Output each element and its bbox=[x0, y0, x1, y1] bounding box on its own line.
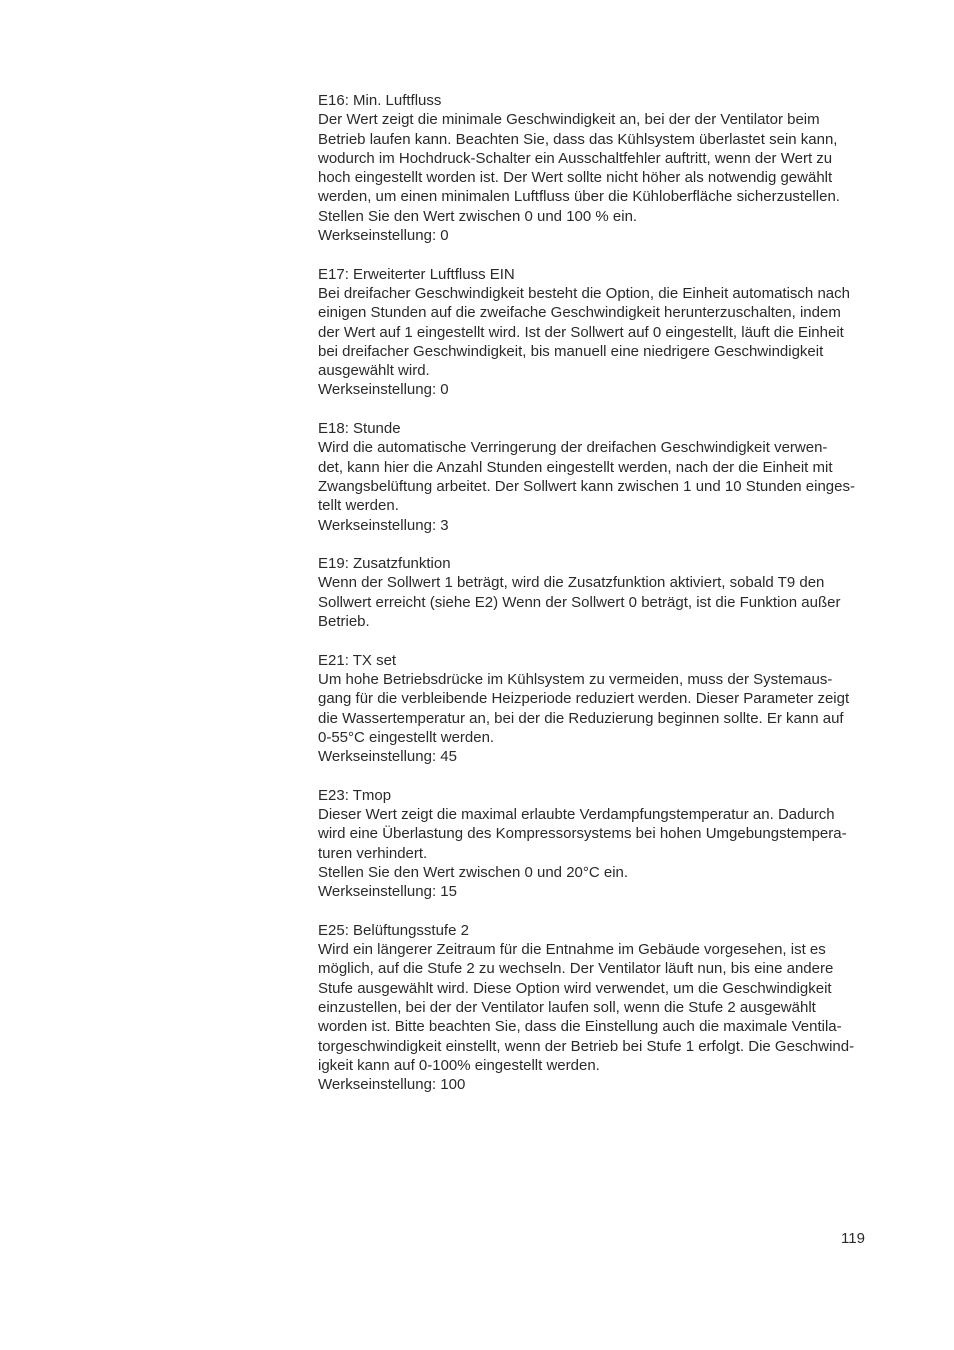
body-line: worden ist. Bitte beachten Sie, dass die Einstellung auch die maximale Ventila- bbox=[318, 1018, 842, 1036]
section-title: E16: Min. Luftfluss bbox=[318, 92, 442, 109]
section-title: E23: Tmop bbox=[318, 786, 392, 804]
body-line: hoch eingestellt worden ist. Der Wert sollte nicht höher als notwendig gewählt bbox=[318, 169, 833, 187]
section-e18 bbox=[318, 419, 898, 535]
factory-setting: Werkseinstellung: 45 bbox=[318, 748, 457, 766]
section-title: E19: Zusatzfunktion bbox=[318, 555, 451, 573]
body-line: wodurch im Hochdruck-Schalter ein Ausschaltfehler auftritt, wenn der Wert zu bbox=[318, 149, 833, 167]
section-title: E17: Erweiterter Luftfluss EIN bbox=[318, 265, 515, 283]
body-line: torgeschwindigkeit einstellt, wenn der Betrieb bei Stufe 1 erfolgt. Die Geschwind- bbox=[318, 1037, 855, 1055]
section-e19 bbox=[318, 554, 898, 631]
body-line: Um hohe Betriebsdrücke im Kühlsystem zu vermeiden, muss der Systemaus- bbox=[318, 670, 833, 688]
body-line: 0-55°C eingestellt werden. bbox=[318, 728, 495, 746]
section-title: E18: Stunde bbox=[318, 420, 401, 438]
body-line: möglich, auf die Stufe 2 zu wechseln. Der Ventilator läuft nun, bis eine andere bbox=[318, 960, 834, 978]
body-line: bei dreifacher Geschwindigkeit, bis manuell eine niedrigere Geschwindigkeit bbox=[318, 342, 824, 360]
section-title: E21: TX set bbox=[318, 651, 397, 669]
body-line: Dieser Wert zeigt die maximal erlaubte Verdampfungstemperatur an. Dadurch bbox=[318, 805, 835, 823]
body-line: Stellen Sie den Wert zwischen 0 und 100 % ein. bbox=[318, 207, 638, 225]
body-line: der Wert auf 1 eingestellt wird. Ist der Sollwert auf 0 eingestellt, läuft die Einheit bbox=[318, 323, 844, 341]
body-line: igkeit kann auf 0-100% eingestellt werden. bbox=[318, 1056, 600, 1074]
body-line: Der Wert zeigt die minimale Geschwindigkeit an, bei der der Ventilator beim bbox=[318, 111, 820, 129]
section-e16 bbox=[318, 91, 898, 245]
body-line: Stufe ausgewählt wird. Diese Option wird verwendet, um die Geschwindigkeit bbox=[318, 979, 832, 997]
body-line: Bei dreifacher Geschwindigkeit besteht die Option, die Einheit automatisch nach bbox=[318, 284, 850, 302]
body-line: Stellen Sie den Wert zwischen 0 und 20°C ein. bbox=[318, 863, 629, 881]
document-body bbox=[318, 91, 898, 1114]
factory-setting: Werkseinstellung: 0 bbox=[318, 227, 449, 245]
section-e23 bbox=[318, 786, 898, 902]
body-line: Wird die automatische Verringerung der dreifachen Geschwindigkeit verwen- bbox=[318, 439, 828, 457]
body-line: det, kann hier die Anzahl Stunden eingestellt werden, nach der die Einheit mit bbox=[318, 458, 833, 476]
body-line: Sollwert erreicht (siehe E2) Wenn der Sollwert 0 beträgt, ist die Funktion außer bbox=[318, 593, 841, 611]
body-line: Zwangsbelüftung arbeitet. Der Sollwert kann zwischen 1 und 10 Stunden einges- bbox=[318, 477, 855, 495]
body-line: Betrieb. bbox=[318, 613, 370, 631]
factory-setting: Werkseinstellung: 15 bbox=[318, 883, 457, 901]
body-line: Betrieb laufen kann. Beachten Sie, dass das Kühlsystem überlastet sein kann, bbox=[318, 130, 838, 148]
body-line: turen verhindert. bbox=[318, 844, 428, 862]
factory-setting: Werkseinstellung: 3 bbox=[318, 516, 449, 534]
body-line: ausgewählt wird. bbox=[318, 362, 430, 380]
body-line: tellt werden. bbox=[318, 497, 399, 515]
section-title: E25: Belüftungsstufe 2 bbox=[318, 921, 469, 939]
body-line: einzustellen, bei der der Ventilator laufen soll, wenn die Stufe 2 ausgewählt bbox=[318, 998, 816, 1016]
factory-setting: Werkseinstellung: 0 bbox=[318, 381, 449, 399]
body-line: die Wassertemperatur an, bei der die Reduzierung beginnen sollte. Er kann auf bbox=[318, 709, 844, 727]
factory-setting: Werkseinstellung: 100 bbox=[318, 1076, 466, 1094]
body-line: wird eine Überlastung des Kompressorsystems bei hohen Umgebungstempera- bbox=[318, 825, 847, 843]
section-e17 bbox=[318, 265, 898, 400]
body-line: werden, um einen minimalen Luftfluss über die Kühloberfläche sicherzustellen. bbox=[318, 188, 840, 206]
page-number: 119 bbox=[841, 1230, 865, 1247]
body-line: Wenn der Sollwert 1 beträgt, wird die Zusatzfunktion aktiviert, sobald T9 den bbox=[318, 574, 825, 592]
section-e25 bbox=[318, 921, 898, 1095]
body-line: Wird ein längerer Zeitraum für die Entnahme im Gebäude vorgesehen, ist es bbox=[318, 941, 826, 959]
body-line: einigen Stunden auf die zweifache Geschwindigkeit herunterzuschalten, indem bbox=[318, 304, 841, 322]
section-e21 bbox=[318, 651, 898, 767]
body-line: gang für die verbleibende Heizperiode reduziert werden. Dieser Parameter zeigt bbox=[318, 690, 850, 708]
